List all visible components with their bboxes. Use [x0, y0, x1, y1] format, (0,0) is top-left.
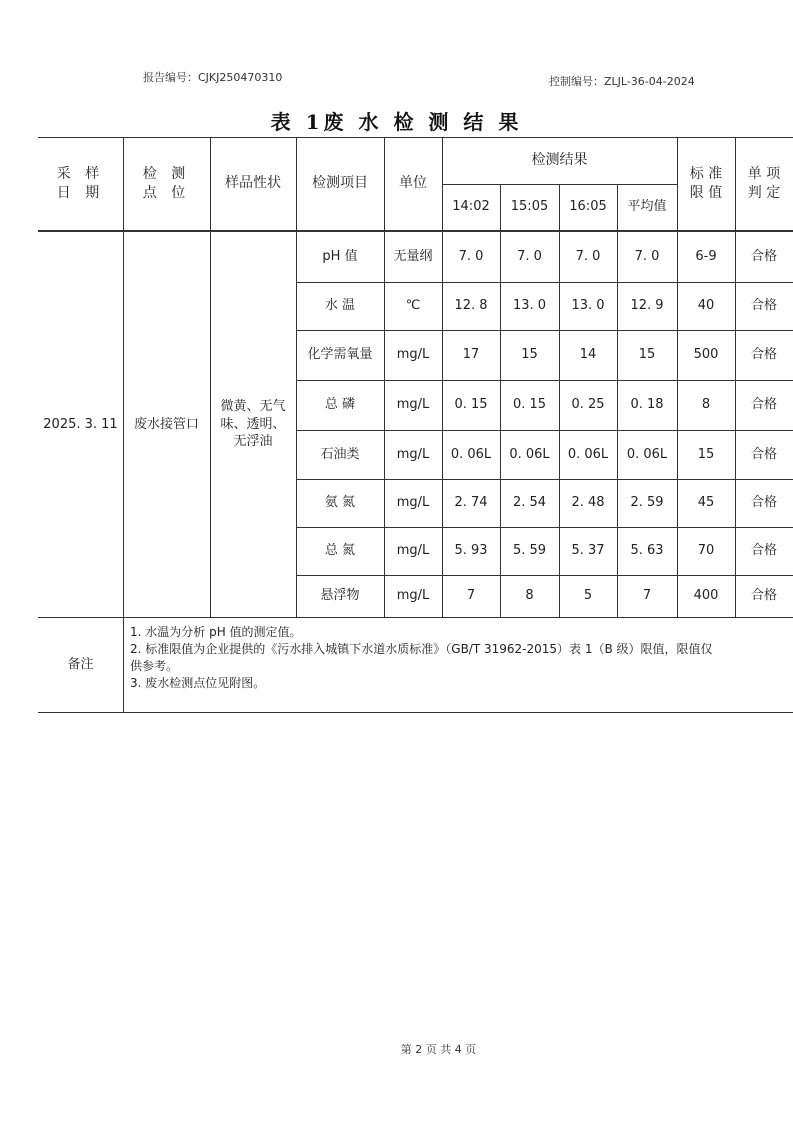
- row-limit: 500: [693, 347, 719, 363]
- row-unit: mg/L: [396, 588, 430, 604]
- row-v1: 7. 0: [458, 249, 484, 265]
- row-avg: 0. 06L: [626, 446, 668, 462]
- row-judge: 合格: [750, 495, 777, 511]
- row-item: 总 氮: [324, 543, 356, 559]
- row-v1: 12. 8: [454, 298, 488, 314]
- row-avg: 7: [642, 588, 652, 604]
- row-limit: 6-9: [695, 249, 717, 265]
- row-judge: 合格: [750, 446, 777, 462]
- row-avg: 2. 59: [630, 495, 664, 511]
- table-border: [38, 617, 793, 618]
- row-v3: 7. 0: [575, 249, 601, 265]
- row-judge: 合格: [750, 588, 777, 604]
- row-v1: 17: [462, 347, 480, 363]
- row-avg: 15: [638, 347, 656, 363]
- row-item: pH 值: [322, 249, 358, 265]
- row-judge: 合格: [750, 543, 777, 559]
- remarks-label: 备注: [67, 656, 94, 672]
- header-results: 检测结果: [531, 152, 588, 169]
- header-time-3: 平均值: [627, 199, 667, 215]
- header-standard-limit-line: 限 值: [689, 184, 723, 201]
- header-judgement-line: 单 项: [747, 165, 781, 182]
- header-unit: 单位: [399, 175, 427, 192]
- test-point: 废水接管口: [133, 416, 199, 432]
- page-number: 第 2 页 共 4 页: [400, 1043, 477, 1056]
- row-judge: 合格: [750, 397, 777, 413]
- row-v3: 0. 25: [571, 397, 605, 413]
- sample-date: 2025. 3. 11: [43, 416, 118, 432]
- row-item: 水 温: [324, 298, 356, 314]
- header-test-point: [123, 137, 210, 230]
- row-v2: 8: [525, 588, 534, 604]
- header-standard-limit: [677, 137, 735, 230]
- row-v2: 7. 0: [517, 249, 542, 265]
- row-limit: 8: [701, 397, 711, 413]
- header-time-0: 14:02: [452, 199, 490, 215]
- remark-line: 2. 标准限值为企业提供的《污水排入城镇下水道水质标准》（GB/T 31962-2015）表 1（B 级）限值，限值仅: [130, 642, 713, 656]
- header-sample-date-line: 采 样: [56, 165, 105, 182]
- row-v3: 14: [579, 347, 597, 363]
- row-avg: 7. 0: [634, 249, 660, 265]
- row-item: 悬浮物: [320, 588, 360, 604]
- row-avg: 12. 9: [630, 298, 664, 314]
- row-limit: 40: [697, 298, 715, 314]
- sample-nature-line: 无浮油: [233, 434, 273, 450]
- row-v3: 13. 0: [571, 298, 605, 314]
- header-standard-limit-line: 标 准: [689, 165, 723, 182]
- header-sample-nature: 样品性状: [225, 175, 281, 192]
- sample-nature-line: 微黄、无气: [220, 399, 286, 415]
- row-v1: 7: [466, 588, 476, 604]
- row-v1: 5. 93: [454, 543, 488, 559]
- row-unit: mg/L: [396, 543, 430, 559]
- header-sample-date: [38, 137, 123, 230]
- table-border: [38, 712, 793, 713]
- row-v3: 2. 48: [571, 495, 605, 511]
- row-v2: 13. 0: [512, 298, 547, 314]
- header-judgement-line: 判 定: [747, 184, 781, 201]
- sample-nature: [210, 232, 296, 617]
- header-time-2: 16:05: [569, 199, 607, 215]
- remark-line: 供参考。: [130, 659, 179, 673]
- row-item: 氨 氮: [324, 495, 356, 511]
- row-limit: 45: [697, 495, 715, 511]
- row-v1: 0. 06L: [450, 446, 492, 462]
- row-item: 石油类: [320, 446, 360, 462]
- row-v3: 5. 37: [571, 543, 605, 559]
- row-unit: mg/L: [396, 347, 430, 363]
- row-v2: 5. 59: [512, 543, 547, 559]
- row-limit: 15: [697, 446, 715, 462]
- control-number: 控制编号：ZLJL-36-04-2024: [549, 75, 695, 88]
- row-v2: 0. 15: [512, 397, 547, 413]
- row-v2: 15: [521, 347, 538, 363]
- row-item: 化学需氧量: [307, 347, 373, 363]
- row-v3: 0. 06L: [567, 446, 609, 462]
- row-unit: mg/L: [396, 446, 430, 462]
- row-limit: 400: [693, 588, 719, 604]
- row-item: 总 磷: [324, 397, 356, 413]
- header-judgement: [735, 137, 793, 230]
- row-judge: 合格: [750, 249, 777, 265]
- header-test-point-line: 点 位: [142, 184, 191, 201]
- row-avg: 0. 18: [630, 397, 664, 413]
- sample-nature-line: 味、透明、: [220, 416, 286, 432]
- row-v2: 2. 54: [512, 495, 547, 511]
- header-time-1: 15:05: [510, 199, 549, 215]
- row-judge: 合格: [750, 347, 777, 363]
- row-unit: mg/L: [396, 397, 430, 413]
- row-v2: 0. 06L: [509, 446, 550, 462]
- row-judge: 合格: [750, 298, 777, 314]
- report-number: 报告编号：CJKJ250470310: [143, 71, 283, 84]
- row-unit: 无量纲: [393, 249, 433, 265]
- row-v3: 5: [583, 588, 593, 604]
- table-title: 表 1废 水 检 测 结 果: [270, 110, 523, 134]
- header-test-point-line: 检 测: [142, 165, 191, 182]
- remark-line: 1. 水温为分析 pH 值的测定值。: [130, 625, 302, 639]
- grid-line: [123, 617, 124, 712]
- row-unit: mg/L: [396, 495, 430, 511]
- row-limit: 70: [697, 543, 715, 559]
- row-v1: 0. 15: [454, 397, 488, 413]
- row-unit: ℃: [405, 298, 421, 314]
- header-test-item: 检测项目: [312, 175, 368, 192]
- row-avg: 5. 63: [630, 543, 664, 559]
- header-sample-date-line: 日 期: [56, 184, 105, 201]
- remarks-text: [130, 624, 793, 692]
- row-v1: 2. 74: [454, 495, 488, 511]
- remark-line: 3. 废水检测点位见附图。: [130, 676, 266, 690]
